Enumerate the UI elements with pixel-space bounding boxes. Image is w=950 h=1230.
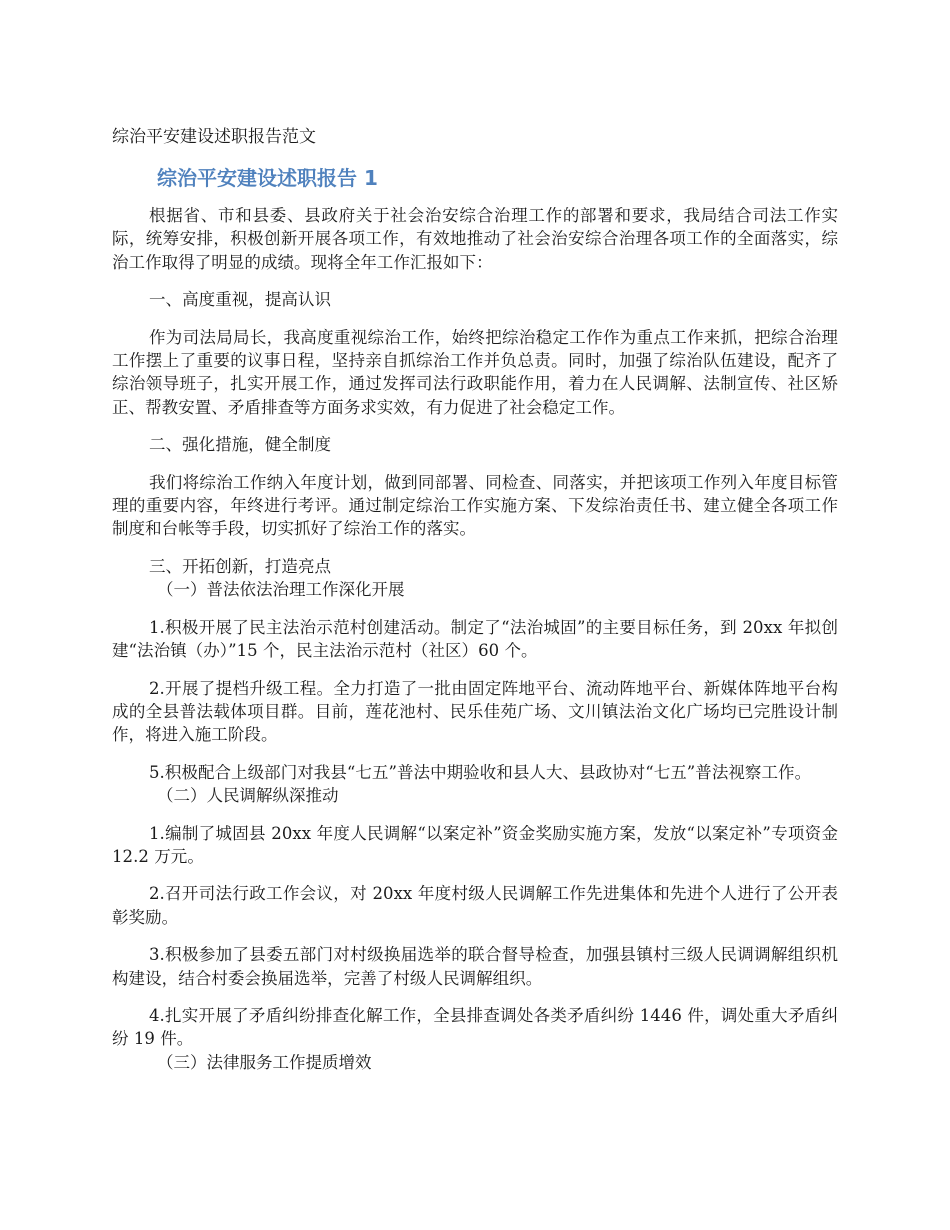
document-title: 综治平安建设述职报告范文	[112, 127, 316, 147]
paragraph-section-1: 作为司法局局长，我高度重视综治工作，始终把综治稳定工作作为重点工作来抓，把综合治理工作摆上了重要的议事日程，坚持亲自抓综治工作并负总责。同时，加强了综治队伍建设，配齐了综治领导班子，扎实开展工作，通过发挥司法行政职能作用，着力在人民调解、法制宣传、社区矫正、帮教安置、矛盾排查等方面务求实效，有力促进了社会稳定工作。	[112, 327, 838, 417]
list-item: 3.积极参加了县委五部门对村级换届选举的联合督导检查，加强县镇村三级人民调调解组织机构建设，结合村委会换届选举，完善了村级人民调解组织。	[112, 945, 838, 988]
report-heading: 综治平安建设述职报告 1	[157, 166, 378, 190]
list-item: 1.编制了城固县 20xx 年度人民调解“以案定补”资金奖励实施方案，发放“以案定补”专项资金 12.2 万元。	[112, 823, 838, 866]
list-item: 1.积极开展了民主法治示范村创建活动。制定了“法治城固”的主要目标任务，到 20xx 年拟创建“法治镇（办）”15 个，民主法治示范村（社区）60 个。	[112, 617, 838, 661]
subsection-heading-1: （一）普法依法治理工作深化开展	[157, 580, 405, 600]
list-item: 2.开展了提档升级工程。全力打造了一批由固定阵地平台、流动阵地平台、新媒体阵地平台构成的全县普法载体项目群。目前，莲花池村、民乐佳苑广场、文川镇法治文化广场均已完胜设计制作，将进入施工阶段。	[112, 678, 838, 745]
section-heading-1: 一、高度重视，提高认识	[149, 290, 332, 310]
subsection-heading-3: （三）法律服务工作提质增效	[157, 1052, 372, 1072]
subsection-heading-2: （二）人民调解纵深推动	[157, 786, 339, 806]
document-body	[112, 204, 838, 1074]
list-item: 5.积极配合上级部门对我县“七五”普法中期验收和县人大、县政协对“七五”普法视察工作。	[149, 762, 812, 782]
list-item: 4.扎实开展了矛盾纠纷排查化解工作，全县排查调处各类矛盾纠纷 1446 件，调处重大矛盾纠纷 19 件。	[112, 1005, 838, 1049]
paragraph-intro: 根据省、市和县委、县政府关于社会治安综合治理工作的部署和要求，我局结合司法工作实际，统筹安排，积极创新开展各项工作，有效地推动了社会治安综合治理各项工作的全面落实，综治工作取得了明显的成绩。现将全年工作汇报如下：	[112, 206, 838, 272]
section-heading-3: 三、开拓创新，打造亮点	[149, 556, 332, 576]
section-heading-2: 二、强化措施，健全制度	[149, 435, 332, 455]
paragraph-section-2: 我们将综治工作纳入年度计划，做到同部署、同检查、同落实，并把该项工作列入年度目标管理的重要内容，年终进行考评。通过制定综治工作实施方案、下发综治责任书、建立健全各项工作制度和台帐等手段，切实抓好了综治工作的落实。	[112, 472, 838, 539]
list-item: 2.召开司法行政工作会议，对 20xx 年度村级人民调解工作先进集体和先进个人进行了公开表彰奖励。	[112, 884, 838, 927]
